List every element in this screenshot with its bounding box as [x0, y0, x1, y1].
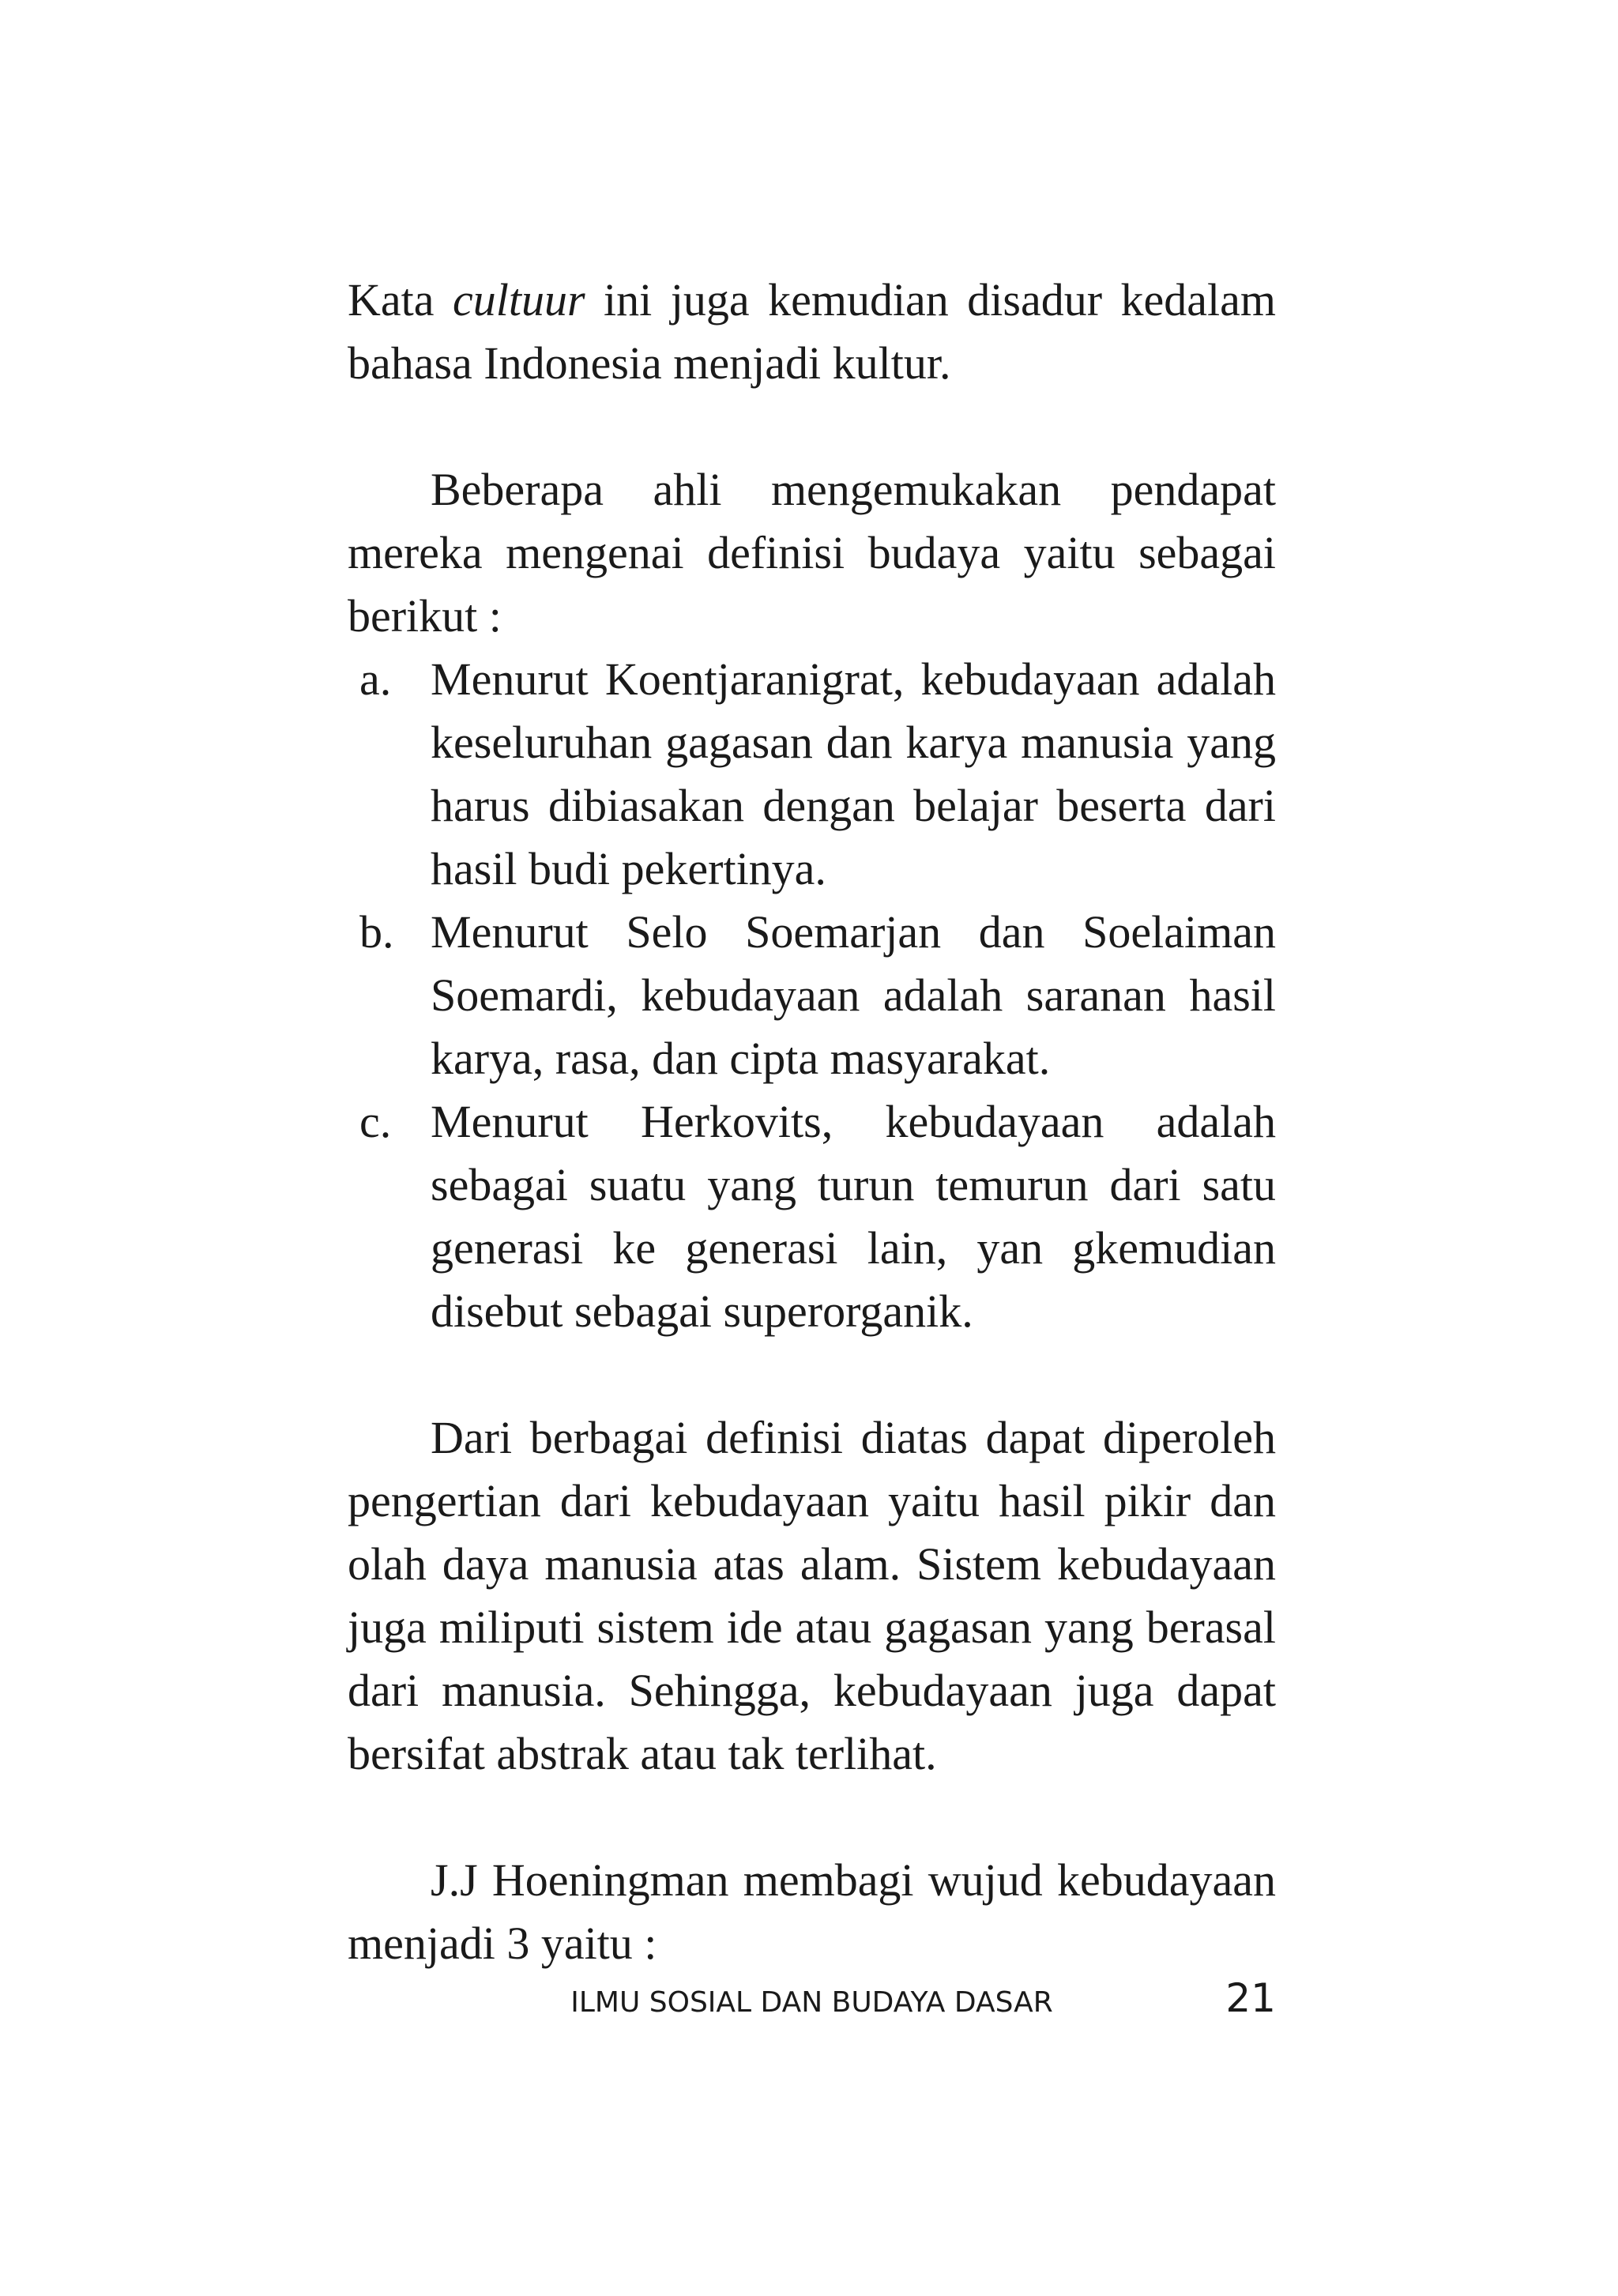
page-body	[348, 269, 1276, 1975]
list-marker: a.	[359, 653, 392, 705]
list-item	[348, 648, 1276, 901]
definition-list	[348, 648, 1276, 1343]
paragraph-cultuur-lead: Kata	[348, 274, 453, 326]
list-item	[348, 901, 1276, 1090]
paragraph-conclusion: Dari berbagai definisi diatas dapat diperoleh pengertian dari kebudayaan yaitu hasil pikir dan olah daya manusia atas alam. Sistem kebudayaan juga miliputi sistem ide atau gagasan yang berasal dari manusia. Sehingga, kebudayaan juga dapat bersifat abstrak atau tak terlihat.	[348, 1412, 1276, 1779]
page-footer	[348, 1967, 1276, 2031]
italic-term-cultuur: cultuur	[452, 274, 585, 326]
paragraph-hoeningman: J.J Hoeningman membagi wujud kebudayaan menjadi 3 yaitu :	[348, 1854, 1276, 1969]
running-head: ILMU SOSIAL DAN BUDAYA DASAR	[570, 1986, 1053, 2019]
list-item-text: Menurut Selo Soemarjan dan Soelaiman Soemardi, kebudayaan adalah saranan hasil karya, rasa, dan cipta masyarakat.	[431, 906, 1276, 1084]
paragraph-gap	[348, 395, 1276, 458]
paragraph-cultuur-rest: ini juga kemudian disadur kedalam bahasa Indonesia menjadi kultur.	[348, 274, 1276, 389]
list-item-text: Menurut Herkovits, kebudayaan adalah sebagai suatu yang turun temurun dari satu generasi ke generasi lain, yan gkemudian disebut sebagai superorganik.	[431, 1096, 1276, 1337]
paragraph-intro-definitions: Beberapa ahli mengemukakan pendapat mereka mengenai definisi budaya yaitu sebagai berikut :	[348, 464, 1276, 642]
paragraph-gap	[348, 1786, 1276, 1849]
list-marker: b.	[359, 906, 394, 958]
page-number: 21	[1225, 1975, 1276, 2021]
list-marker: c.	[359, 1096, 392, 1147]
list-item-text: Menurut Koentjaranigrat, kebudayaan adalah keseluruhan gagasan dan karya manusia yang harus dibiasakan dengan belajar beserta dari hasil budi pekertinya.	[431, 653, 1276, 894]
list-item	[348, 1090, 1276, 1343]
paragraph-cultuur	[348, 269, 1276, 395]
paragraph-gap	[348, 1343, 1276, 1406]
